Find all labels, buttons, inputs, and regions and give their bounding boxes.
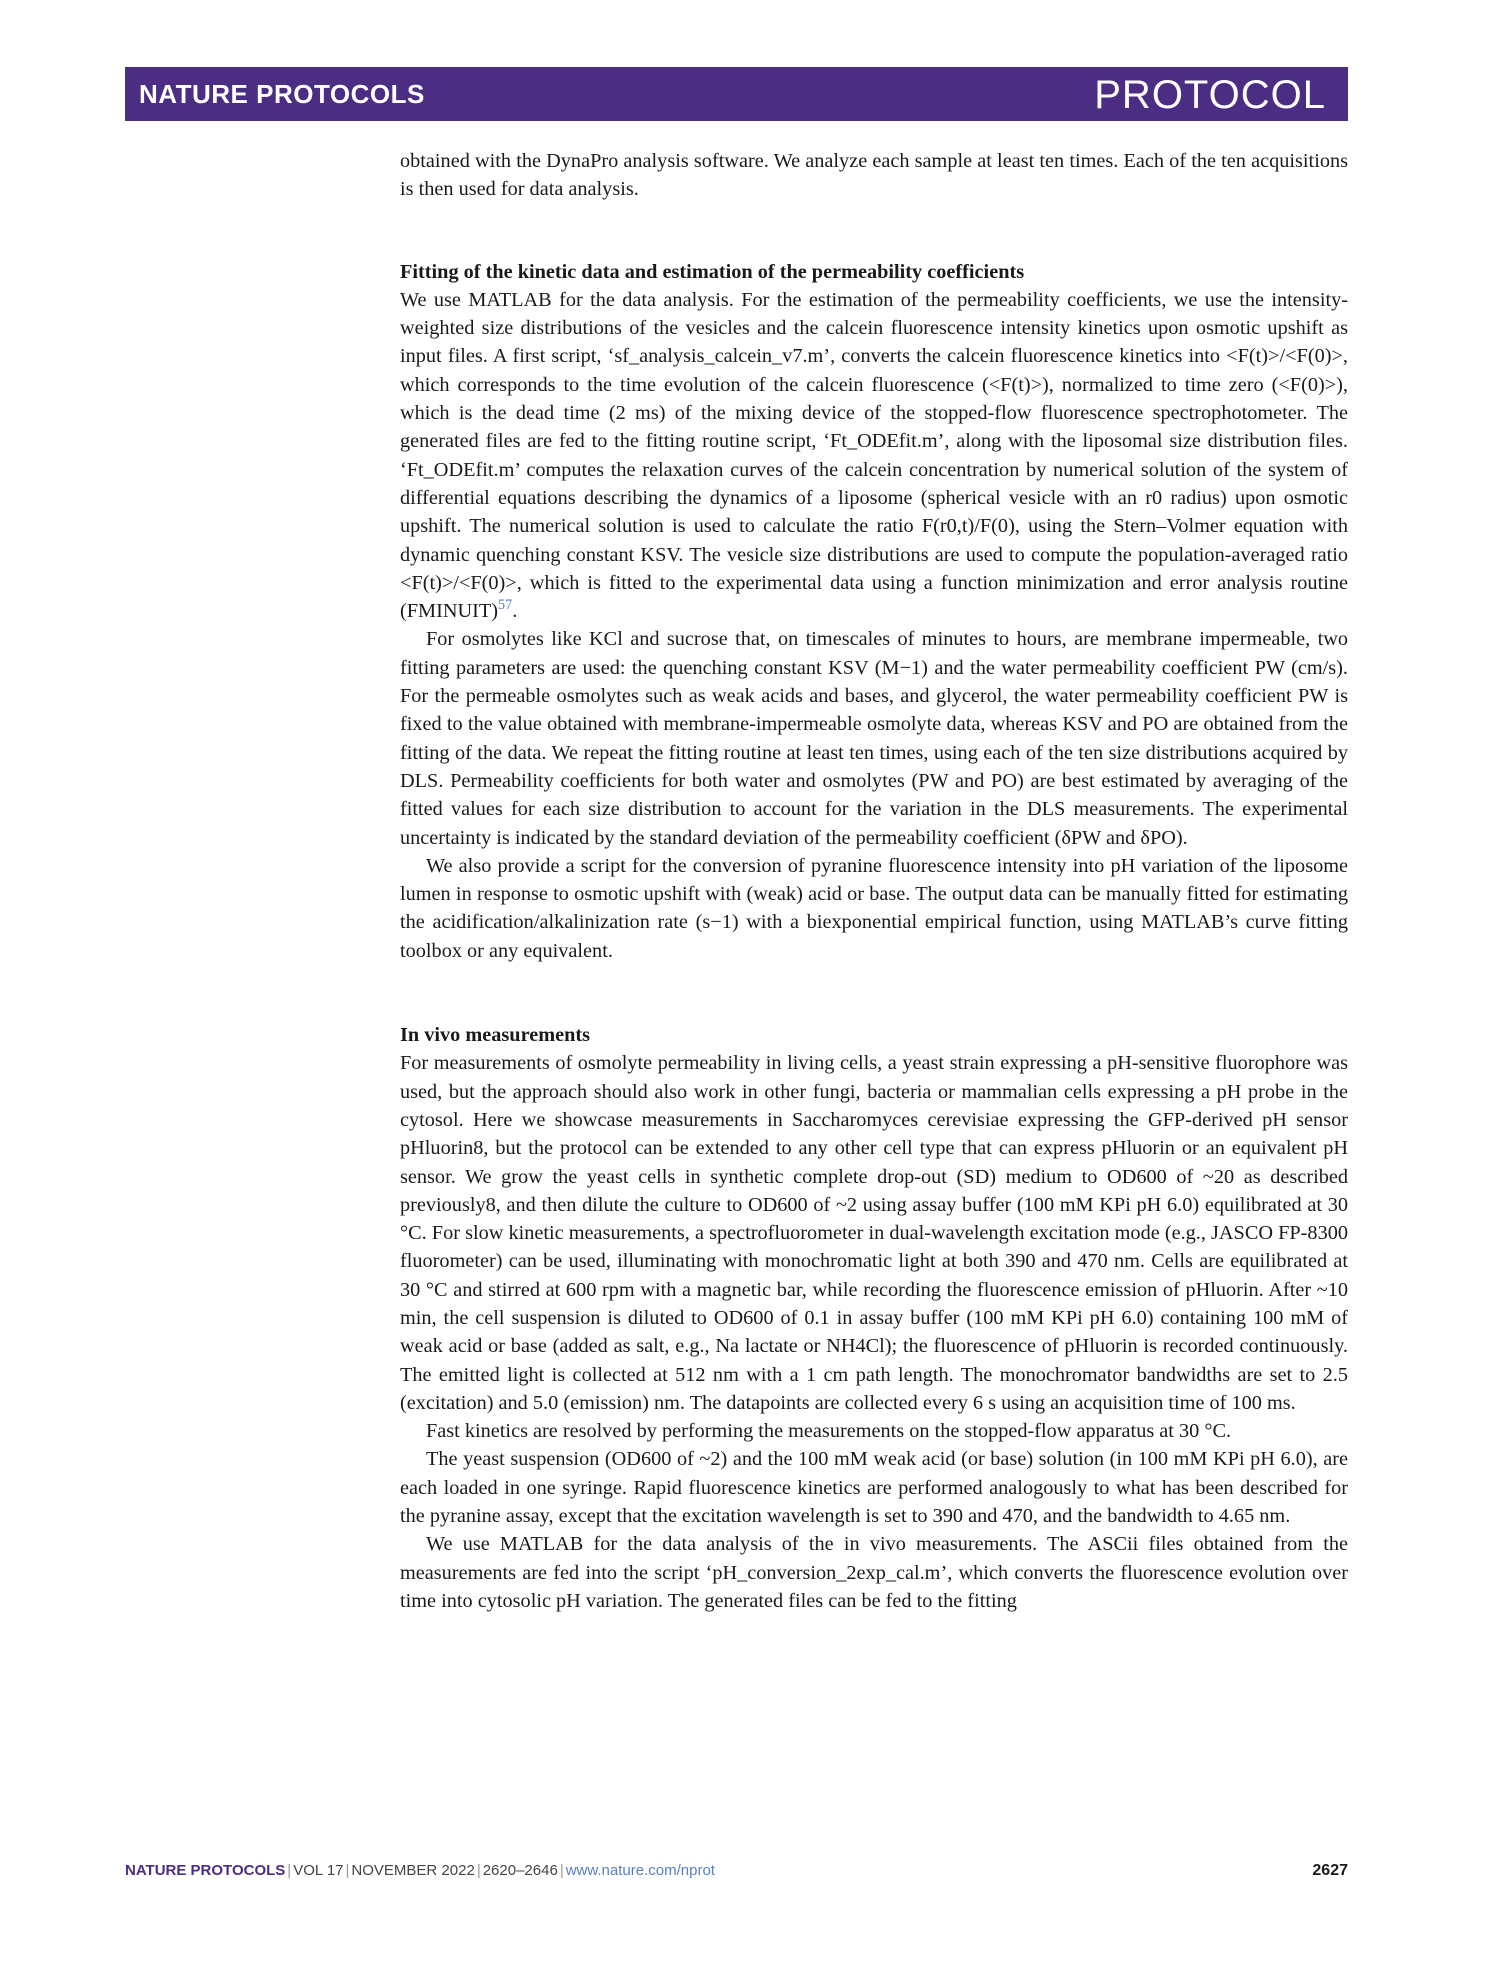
footer-journal: NATURE PROTOCOLS (125, 1862, 286, 1879)
citation-ref[interactable]: 57 (498, 597, 513, 614)
footer-url-link[interactable]: www.nature.com/nprot (565, 1862, 715, 1879)
paragraph-in-vivo-3: The yeast suspension (OD600 of ~2) and the 100 mM weak acid (or base) solution (in 100 mM KPi pH 6.0), are each loaded in one syringe. Rapid fluorescence kinetics are performed analogously to what has been described for the pyranine assay, except that the excitation wavelength is set to 390 and 470, and the bandwidth to 4.65 nm. (400, 1448, 1348, 1528)
article-body (400, 147, 1348, 1615)
page-footer (125, 1862, 1348, 1886)
footer-date: NOVEMBER 2022 (351, 1862, 475, 1879)
article-type: PROTOCOL (1094, 73, 1326, 117)
footer-volume: VOL 17 (293, 1862, 344, 1879)
paragraph-in-vivo-4: We use MATLAB for the data analysis of the in vivo measurements. The ASCii files obtained from the measurements are fed into the script ‘pH_conversion_2exp_cal.m’, which converts the fluorescence evolution over time into cytosolic pH variation. The generated files can be fed to the fitting (400, 1533, 1348, 1612)
paragraph-in-vivo-2: Fast kinetics are resolved by performing the measurements on the stopped-flow apparatus at 30 °C. (426, 1420, 1232, 1443)
journal-header-bar (125, 67, 1348, 121)
paragraph-fitting-2: For osmolytes like KCl and sucrose that, on timescales of minutes to hours, are membrane impermeable, two fitting parameters are used: the quenching constant KSV (M−1) and the water permeability coefficient PW (cm/s). For the permeable osmolytes such as weak acids and bases, and glycerol, the water permeability coefficient PW is fixed to the value obtained with membrane-impermeable osmolyte data, whereas KSV and PO are obtained from the fitting of the data. We repeat the fitting routine at least ten times, using each of the ten size distributions acquired by DLS. Permeability coefficients for both water and osmolytes (PW and PO) are best estimated by averaging of the fitted values for each size distribution to account for the variation in the DLS measurements. The experimental uncertainty is indicated by the standard deviation of the permeability coefficient (δPW and δPO). (400, 628, 1348, 849)
paragraph-fitting-1 (400, 286, 1348, 626)
footer-pages: 2620–2646 (482, 1862, 558, 1879)
journal-name: NATURE PROTOCOLS (139, 79, 425, 109)
footer-citation: NATURE PROTOCOLS | VOL 17 | NOVEMBER 2022 | 2620–2646 | www.nature.com/nprot (125, 1862, 715, 1879)
page-number: 2627 (1312, 1862, 1348, 1879)
paragraph-fitting-1-end: . (512, 600, 518, 623)
intro-paragraph: obtained with the DynaPro analysis software. We analyze each sample at least ten times. Each of the ten acquisitions is then used for data analysis. (400, 150, 1348, 201)
paragraph-in-vivo-1: For measurements of osmolyte permeability in living cells, a yeast strain expressing a pH-sensitive fluorophore was used, but the approach should also work in other fungi, bacteria or mammalian cells expressing a pH probe in the cytosol. Here we showcase measurements in Saccharomyces cerevisiae expressing the GFP-derived pH sensor pHluorin8, but the protocol can be extended to any other cell type that can express pHluorin or an equivalent pH sensor. We grow the yeast cells in synthetic complete drop-out (SD) medium to OD600 of ~20 as described previously8, and then dilute the culture to OD600 of ~2 using assay buffer (100 mM KPi pH 6.0) equilibrated at 30 °C. For slow kinetic measurements, a spectrofluorometer in dual-wavelength excitation mode (e.g., JASCO FP-8300 fluorometer) can be used, illuminating with monochromatic light at both 390 and 470 nm. Cells are equilibrated at 30 °C and stirred at 600 rpm with a magnetic bar, while recording the fluorescence emission of pHluorin. After ~10 min, the cell suspension is diluted to OD600 of 0.1 in assay buffer (100 mM KPi pH 6.0) containing 100 mM of weak acid or base (added as salt, e.g., Na lactate or NH4Cl); the fluorescence of pHluorin is recorded continuously. The emitted light is collected at 512 nm with a 1 cm path length. The monochromator bandwidths are set to 2.5 (excitation) and 5.0 (emission) nm. The datapoints are collected every 6 s using an acquisition time of 100 ms. (400, 1052, 1348, 1414)
paragraph-fitting-3: We also provide a script for the conversion of pyranine fluorescence intensity into pH variation of the liposome lumen in response to osmotic upshift with (weak) acid or base. The output data can be manually fitted for estimating the acidification/alkalinization rate (s−1) with a biexponential empirical function, using MATLAB’s curve fitting toolbox or any equivalent. (400, 854, 1348, 962)
section-heading-fitting: Fitting of the kinetic data and estimation of the permeability coefficients (400, 260, 1025, 283)
paragraph-fitting-1-text: We use MATLAB for the data analysis. For the estimation of the permeability coefficients, we use the intensity-weighted size distributions of the vesicles and the calcein fluorescence intensity kinetics upon osmotic upshift as input files. A first script, ‘sf_analysis_calcein_v7.m’, converts the calcein fluorescence kinetics into <F(t)>/<F(0)>, which corresponds to the time evolution of the calcein fluorescence (<F(t)>), normalized to time zero (<F(0)>), which is the dead time (2 ms) of the mixing device of the stopped-flow fluorescence spectrophotometer. The generated files are fed to the fitting routine script, ‘Ft_ODEfit.m’, along with the liposomal size distribution files. ‘Ft_ODEfit.m’ computes the relaxation curves of the calcein concentration by numerical solution of the system of differential equations describing the dynamics of a liposome (spherical vesicle with an r0 radius) upon osmotic upshift. The numerical solution is used to calculate the ratio F(r0,t)/F(0), using the Stern–Volmer equation with dynamic quenching constant KSV. The vesicle size distributions are used to compute the population-averaged ratio <F(t)>/<F(0)>, which is fitted to the experimental data using a function minimization and error analysis routine (FMINUIT) (400, 288, 1348, 623)
section-heading-in-vivo: In vivo measurements (400, 1024, 591, 1047)
